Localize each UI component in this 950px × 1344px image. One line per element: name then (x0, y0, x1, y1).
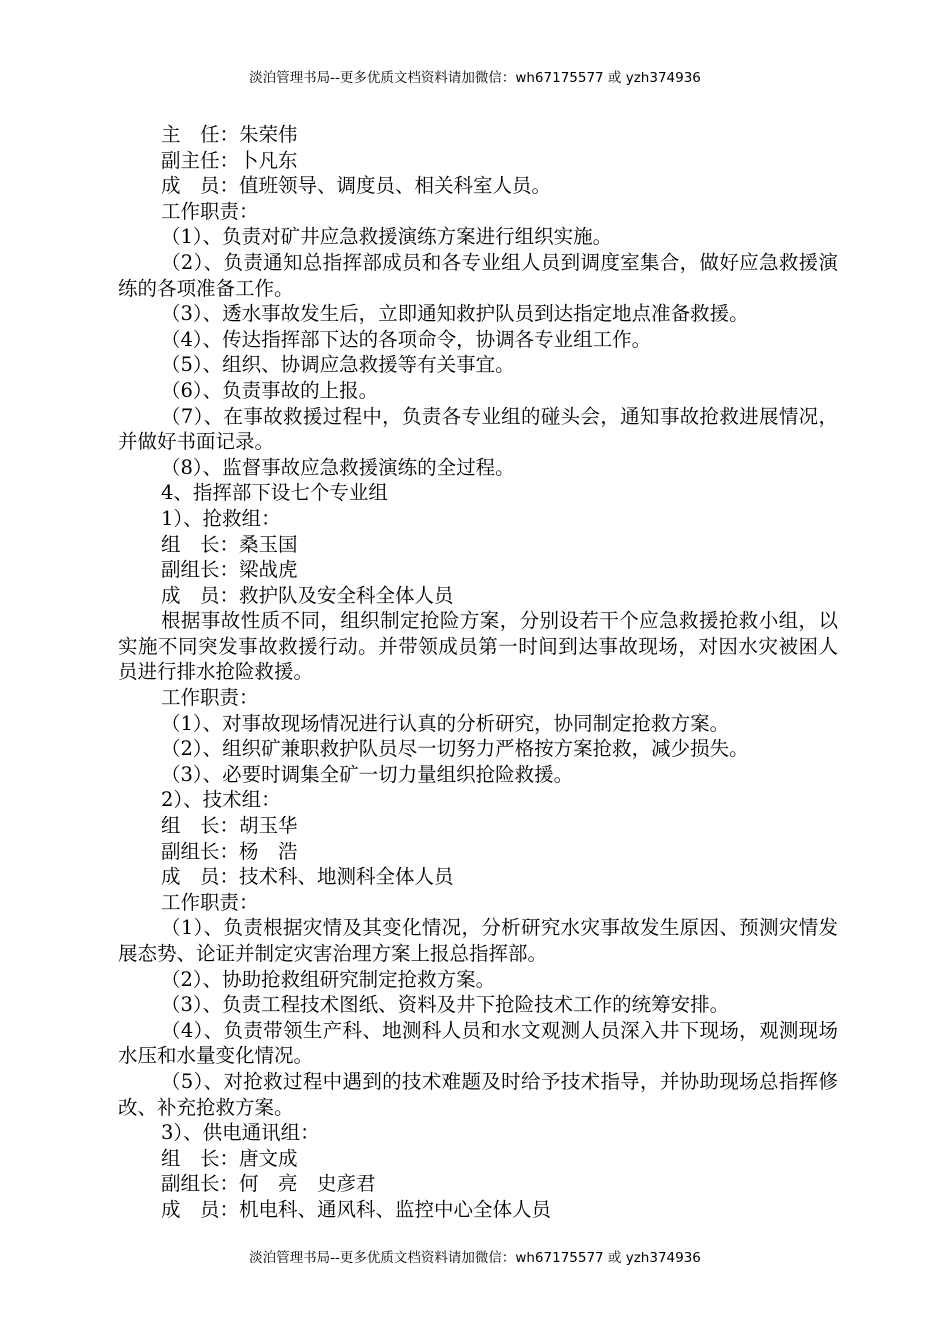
section-heading: 4、指挥部下设七个专业组 (161, 481, 388, 505)
paragraph: 副组长：何 亮 史彦君 (161, 1172, 376, 1196)
subsection-heading: 1）、抢救组： (161, 506, 281, 530)
paragraph: （2）、组织矿兼职救护队员尽一切努力严格按方案抢救，减少损失。 (161, 737, 749, 761)
paragraph: （8）、监督事故应急救援演练的全过程。 (161, 455, 515, 479)
page-header: 淡泊管理书局--更多优质文档资料请加微信：wh67175577 或 yzh374936 (249, 70, 701, 86)
paragraph: （1）、负责对矿井应急救援演练方案进行组织实施。 (161, 225, 613, 249)
subsection-heading: 2）、技术组： (161, 788, 281, 812)
paragraph: （3）、必要时调集全矿一切力量组织抢险救援。 (161, 762, 574, 786)
paragraph: 成 员：技术科、地测科全体人员 (161, 865, 454, 889)
paragraph: 组 长：唐文成 (161, 1146, 298, 1170)
paragraph: 副组长：梁战虎 (161, 558, 298, 582)
paragraph: 成 员：机电科、通风科、监控中心全体人员 (161, 1197, 552, 1221)
paragraph: （7）、在事故救援过程中，负责各专业组的碰头会，通知事故抢救进展情况，并做好书面记录。 (118, 404, 838, 454)
paragraph: （4）、传达指挥部下达的各项命令，协调各专业组工作。 (161, 327, 652, 351)
paragraph: 成 员：救护队及安全科全体人员 (161, 583, 454, 607)
paragraph: （1）、对事故现场情况进行认真的分析研究，协同制定抢救方案。 (161, 711, 730, 735)
paragraph: （4）、负责带领生产科、地测科人员和水文观测人员深入井下现场，观测现场水压和水量变化情况。 (118, 1018, 838, 1068)
paragraph: 副主任：卜凡东 (161, 148, 298, 172)
paragraph: 成 员：值班领导、调度员、相关科室人员。 (161, 174, 552, 198)
paragraph: （5）、组织、协调应急救援等有关事宜。 (161, 353, 515, 377)
paragraph: （5）、对抢救过程中遇到的技术难题及时给予技术指导，并协助现场总指挥修改、补充抢救方案。 (118, 1069, 838, 1119)
subsection-heading: 3）、供电通讯组： (161, 1121, 320, 1145)
paragraph: 工作职责： (161, 199, 259, 223)
page-footer: 淡泊管理书局--更多优质文档资料请加微信：wh67175577 或 yzh374936 (249, 1250, 701, 1266)
paragraph: （1）、负责根据灾情及其变化情况，分析研究水灾事故发生原因、预测灾情发展态势、论证并制定灾害治理方案上报总指挥部。 (118, 916, 838, 965)
paragraph: （3）、负责工程技术图纸、资料及井下抢险技术工作的统筹安排。 (161, 993, 730, 1017)
paragraph: 组 长：胡玉华 (161, 814, 298, 838)
paragraph: （2）、协助抢救组研究制定抢救方案。 (161, 967, 496, 991)
paragraph: 根据事故性质不同，组织制定抢险方案，分别设若干个应急救援抢救小组，以实施不同突发事故救援行动。并带领成员第一时间到达事故现场，对因水灾被困人员进行排水抢险救援。 (118, 609, 838, 684)
document-body (118, 122, 838, 1223)
paragraph: 工作职责： (161, 686, 259, 710)
paragraph: （6）、负责事故的上报。 (161, 378, 379, 402)
paragraph: 工作职责： (161, 890, 259, 914)
paragraph: 副组长：杨 浩 (161, 839, 298, 863)
paragraph: （3）、透水事故发生后，立即通知救护队员到达指定地点准备救援。 (161, 302, 749, 326)
paragraph: （2）、负责通知总指挥部成员和各专业组人员到调度室集合，做好应急救援演练的各项准备工作。 (118, 250, 838, 300)
paragraph: 主 任：朱荣伟 (161, 123, 298, 146)
paragraph: 组 长：桑玉国 (161, 532, 298, 556)
